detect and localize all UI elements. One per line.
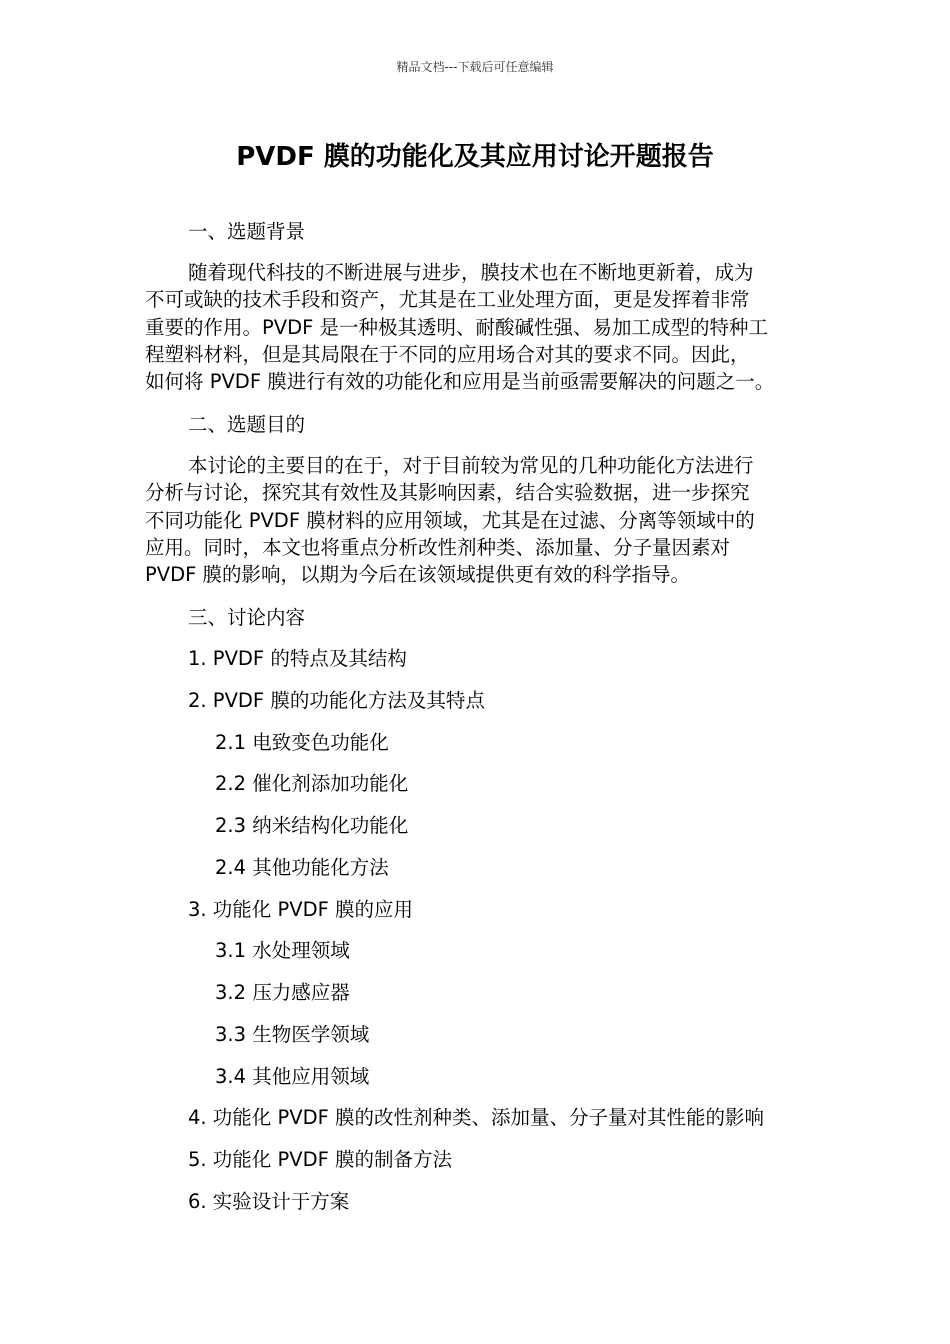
paragraph-line: PVDF 膜的影响，以期为今后在该领域提供更有效的科学指导。 xyxy=(145,563,691,587)
outline-subitem: 2.2 催化剂添加功能化 xyxy=(215,772,409,795)
outline-subitem: 3.1 水处理领域 xyxy=(215,939,350,962)
section-heading-background: 一、选题背景 xyxy=(188,220,306,243)
paragraph-line: 如何将 PVDF 膜进行有效的功能化和应用是当前亟需要解决的问题之一。 xyxy=(145,370,775,394)
outline-subitem: 3.2 压力感应器 xyxy=(215,981,350,1004)
outline-item: 1. PVDF 的特点及其结构 xyxy=(188,647,407,670)
paragraph-line: 分析与讨论，探究其有效性及其影响因素，结合实验数据，进一步探究 xyxy=(145,481,750,505)
paragraph-line: 重要的作用。PVDF 是一种极其透明、耐酸碱性强、易加工成型的特种工 xyxy=(145,315,769,339)
paragraph-line: 不可或缺的技术手段和资产，尤其是在工业处理方面，更是发挥着非常 xyxy=(145,288,750,312)
outline-item: 2. PVDF 膜的功能化方法及其特点 xyxy=(188,689,485,712)
paragraph-line: 随着现代科技的不断进展与进步，膜技术也在不断地更新着，成为 xyxy=(188,261,754,284)
outline-subitem: 2.1 电致变色功能化 xyxy=(215,731,389,754)
purpose-paragraph xyxy=(145,452,807,588)
outline-subitem: 3.3 生物医学领域 xyxy=(215,1023,370,1046)
paragraph-line: 应用。同时，本文也将重点分析改性剂种类、添加量、分子量因素对 xyxy=(145,535,731,559)
header-note: 精品文档---下载后可任意编辑 xyxy=(396,60,554,74)
outline-item: 5. 功能化 PVDF 膜的制备方法 xyxy=(188,1148,453,1171)
paragraph-line: 不同功能化 PVDF 膜材料的应用领域，尤其是在过滤、分离等领域中的 xyxy=(145,508,755,532)
outline-item: 4. 功能化 PVDF 膜的改性剂种类、添加量、分子量对其性能的影响 xyxy=(188,1106,765,1129)
section-heading-purpose: 二、选题目的 xyxy=(188,413,306,436)
outline-subitem: 2.4 其他功能化方法 xyxy=(215,856,389,879)
outline-item: 3. 功能化 PVDF 膜的应用 xyxy=(188,898,414,921)
outline-subitem: 3.4 其他应用领域 xyxy=(215,1065,370,1088)
document-title: PVDF 膜的功能化及其应用讨论开题报告 xyxy=(236,142,714,172)
paragraph-line: 本讨论的主要目的在于，对于目前较为常见的几种功能化方法进行 xyxy=(188,454,754,477)
outline-item: 6. 实验设计于方案 xyxy=(188,1190,350,1213)
outline-subitem: 2.3 纳米结构化功能化 xyxy=(215,814,409,837)
paragraph-line: 程塑料材料，但是其局限在于不同的应用场合对其的要求不同。因此， xyxy=(145,342,750,366)
section-heading-content: 三、讨论内容 xyxy=(188,606,306,629)
background-paragraph xyxy=(145,259,807,395)
